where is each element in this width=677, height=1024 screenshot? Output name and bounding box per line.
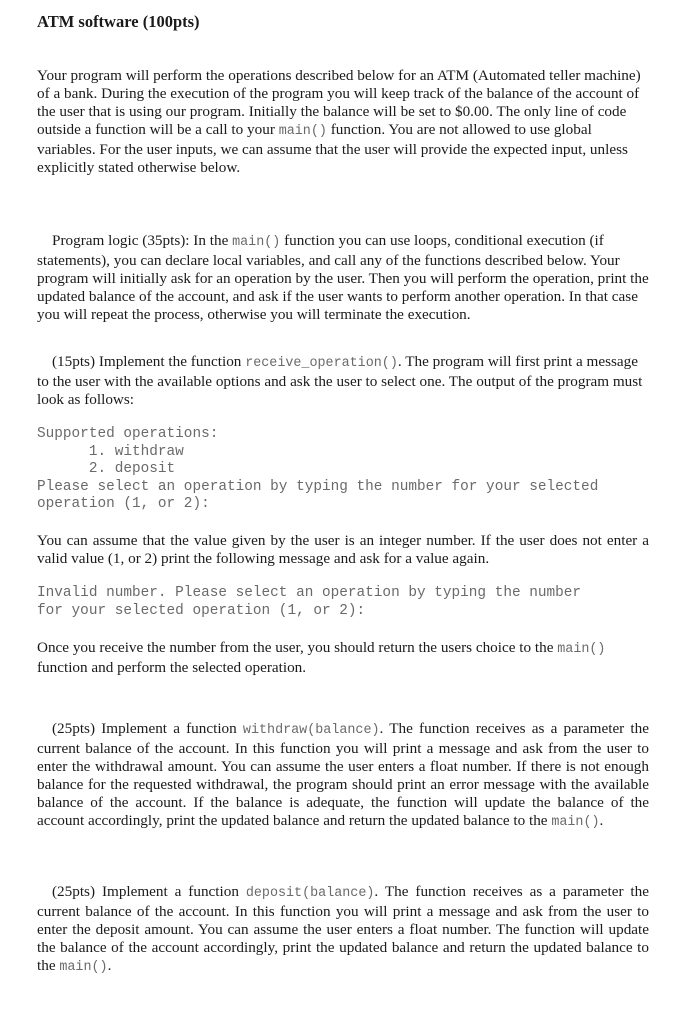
withdraw-function-code: withdraw(balance) [242,723,380,738]
deposit-main-code: main() [59,960,108,975]
deposit-text-3: . [107,957,112,974]
logic-text-1: Program logic (35pts): In the [52,232,233,249]
deposit-paragraph [37,883,649,977]
withdraw-paragraph [37,720,649,832]
withdraw-main-code: main() [551,815,600,830]
intro-paragraph [37,67,649,177]
logic-text-2: function you can use loops, conditional execution (if statements), you can declare local variables, and call any of the functions described below. Your program will initially ask for an operation by the user. Then you will perform the operation, print the updated balance of the account, and ask if the user wants to perform another operation. In that case you will repeat the process, otherwise you will terminate the execution. [37,232,649,323]
logic-main-code: main() [232,235,281,250]
deposit-text-1: (25pts) Implement a function [52,883,246,900]
receive-text-2: . The program will first print a message to the user with the available options and ask the user to select one. The output of the program must look as follows: [37,353,643,408]
intro-text-2: function. You are not allowed to use global variables. For the user inputs, we can assume that the user will provide the expected input, unless explicitly stated otherwise below. [37,121,628,176]
deposit-text-2: . The function receives as a parameter the current balance of the account. In this function you will print a message and ask from the user to enter the deposit amount. You can assume the user enters a float number. The function will update the balance of the account accordingly, print the updated balance and return the updated balance to the [37,883,649,974]
intro-text-1: Your program will perform the operations described below for an ATM (Automated teller machine) of a bank. During the execution of the program you will keep track of the balance of the account of the user that is using our program. Initially the balance will be set to $0.00. The only line of code outside a function will be a call to your [37,67,641,138]
receive-operation-code: receive_operation() [245,356,398,371]
invalid-number-output: Invalid number. Please select an operation by typing the number for your selected operation (1, or 2): [37,585,582,619]
program-logic-paragraph [37,232,649,324]
return-text-2: function and perform the selected operation. [37,659,307,676]
withdraw-text-2: . The function receives as a parameter the current balance of the account. In this function you will print a message and ask from the user to enter the withdrawal amount. You can assume the user enters a float number. If there is not enough balance for the requested withdrawal, the program should print an error message with the available balance of the account. If the balance is adequate, the function will update the balance of the account accordingly, print the updated balance and return the updated balance to the [37,720,649,829]
document-title: ATM software (100pts) [37,12,200,31]
return-text-1: Once you receive the number from the user, you should return the users choice to the [37,639,558,656]
withdraw-text-3: . [599,812,604,829]
main-function-code: main() [278,124,327,139]
deposit-function-code: deposit(balance) [245,886,375,901]
valid-input-paragraph: You can assume that the value given by the user is an integer number. If the user does not enter a valid value (1, or 2) print the following message and ask for a value again. [37,532,649,567]
return-main-code: main() [557,642,606,657]
receive-text-1: (15pts) Implement the function [52,353,246,370]
return-choice-paragraph [37,639,649,677]
supported-operations-output: Supported operations: 1. withdraw 2. deposit Please select an operation by typing the number for your selected operation (1, or 2): [37,426,599,513]
withdraw-text-1: (25pts) Implement a function [52,720,243,737]
receive-operation-paragraph [37,353,649,409]
